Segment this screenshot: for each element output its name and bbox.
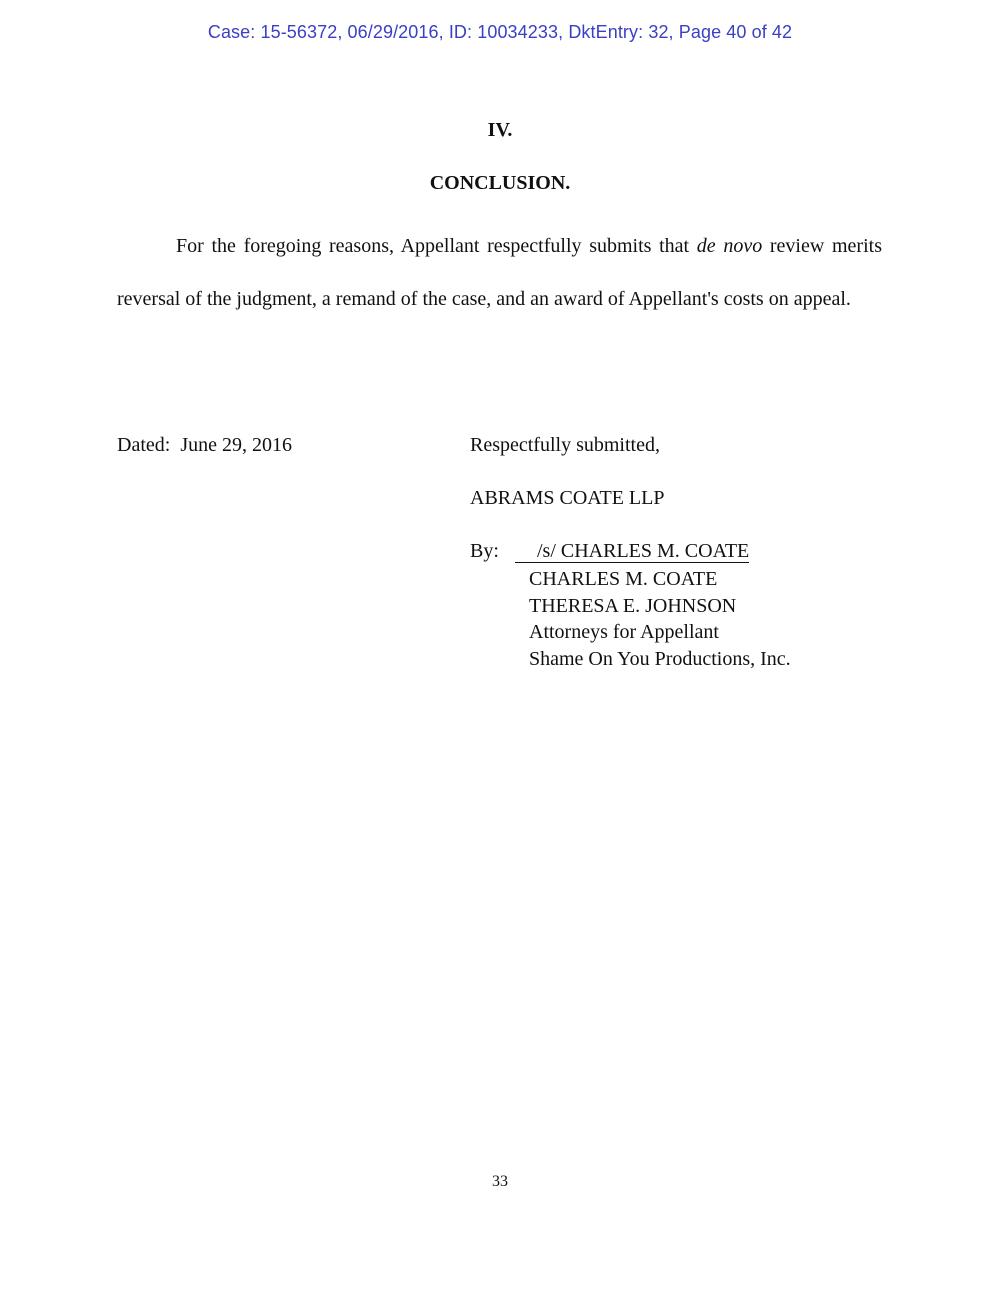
dated-label: Dated: (117, 434, 171, 456)
signature-closing: Respectfully submitted, (470, 434, 660, 456)
page-number: 33 (492, 1173, 508, 1190)
dated-date: June 29, 2016 (180, 434, 292, 456)
signatory-names (529, 566, 791, 672)
paragraph-italic-term: de novo (696, 235, 763, 257)
signatory-name-1: CHARLES M. COATE (529, 568, 718, 590)
paragraph-text-end: review merits reversal of the judgment, a remand of the case, and an award of Appellant's costs on appeal. (117, 235, 882, 310)
paragraph-text-start: For the foregoing reasons, Appellant respectfully submits that (176, 235, 697, 257)
signatory-name-2: THERESA E. JOHNSON (529, 594, 737, 617)
signatory-role: Attorneys for Appellant (529, 621, 719, 643)
dated-line (117, 434, 292, 457)
by-label: By: (470, 540, 499, 562)
section-title: CONCLUSION. (429, 172, 571, 194)
electronic-signature: /s/ CHARLES M. COATE (515, 540, 749, 563)
conclusion-paragraph (117, 220, 882, 325)
firm-name: ABRAMS COATE LLP (470, 487, 665, 509)
client-name: Shame On You Productions, Inc. (529, 647, 791, 670)
case-header: Case: 15-56372, 06/29/2016, ID: 10034233, DktEntry: 32, Page 40 of 42 (207, 22, 793, 42)
section-number: IV. (487, 119, 513, 141)
